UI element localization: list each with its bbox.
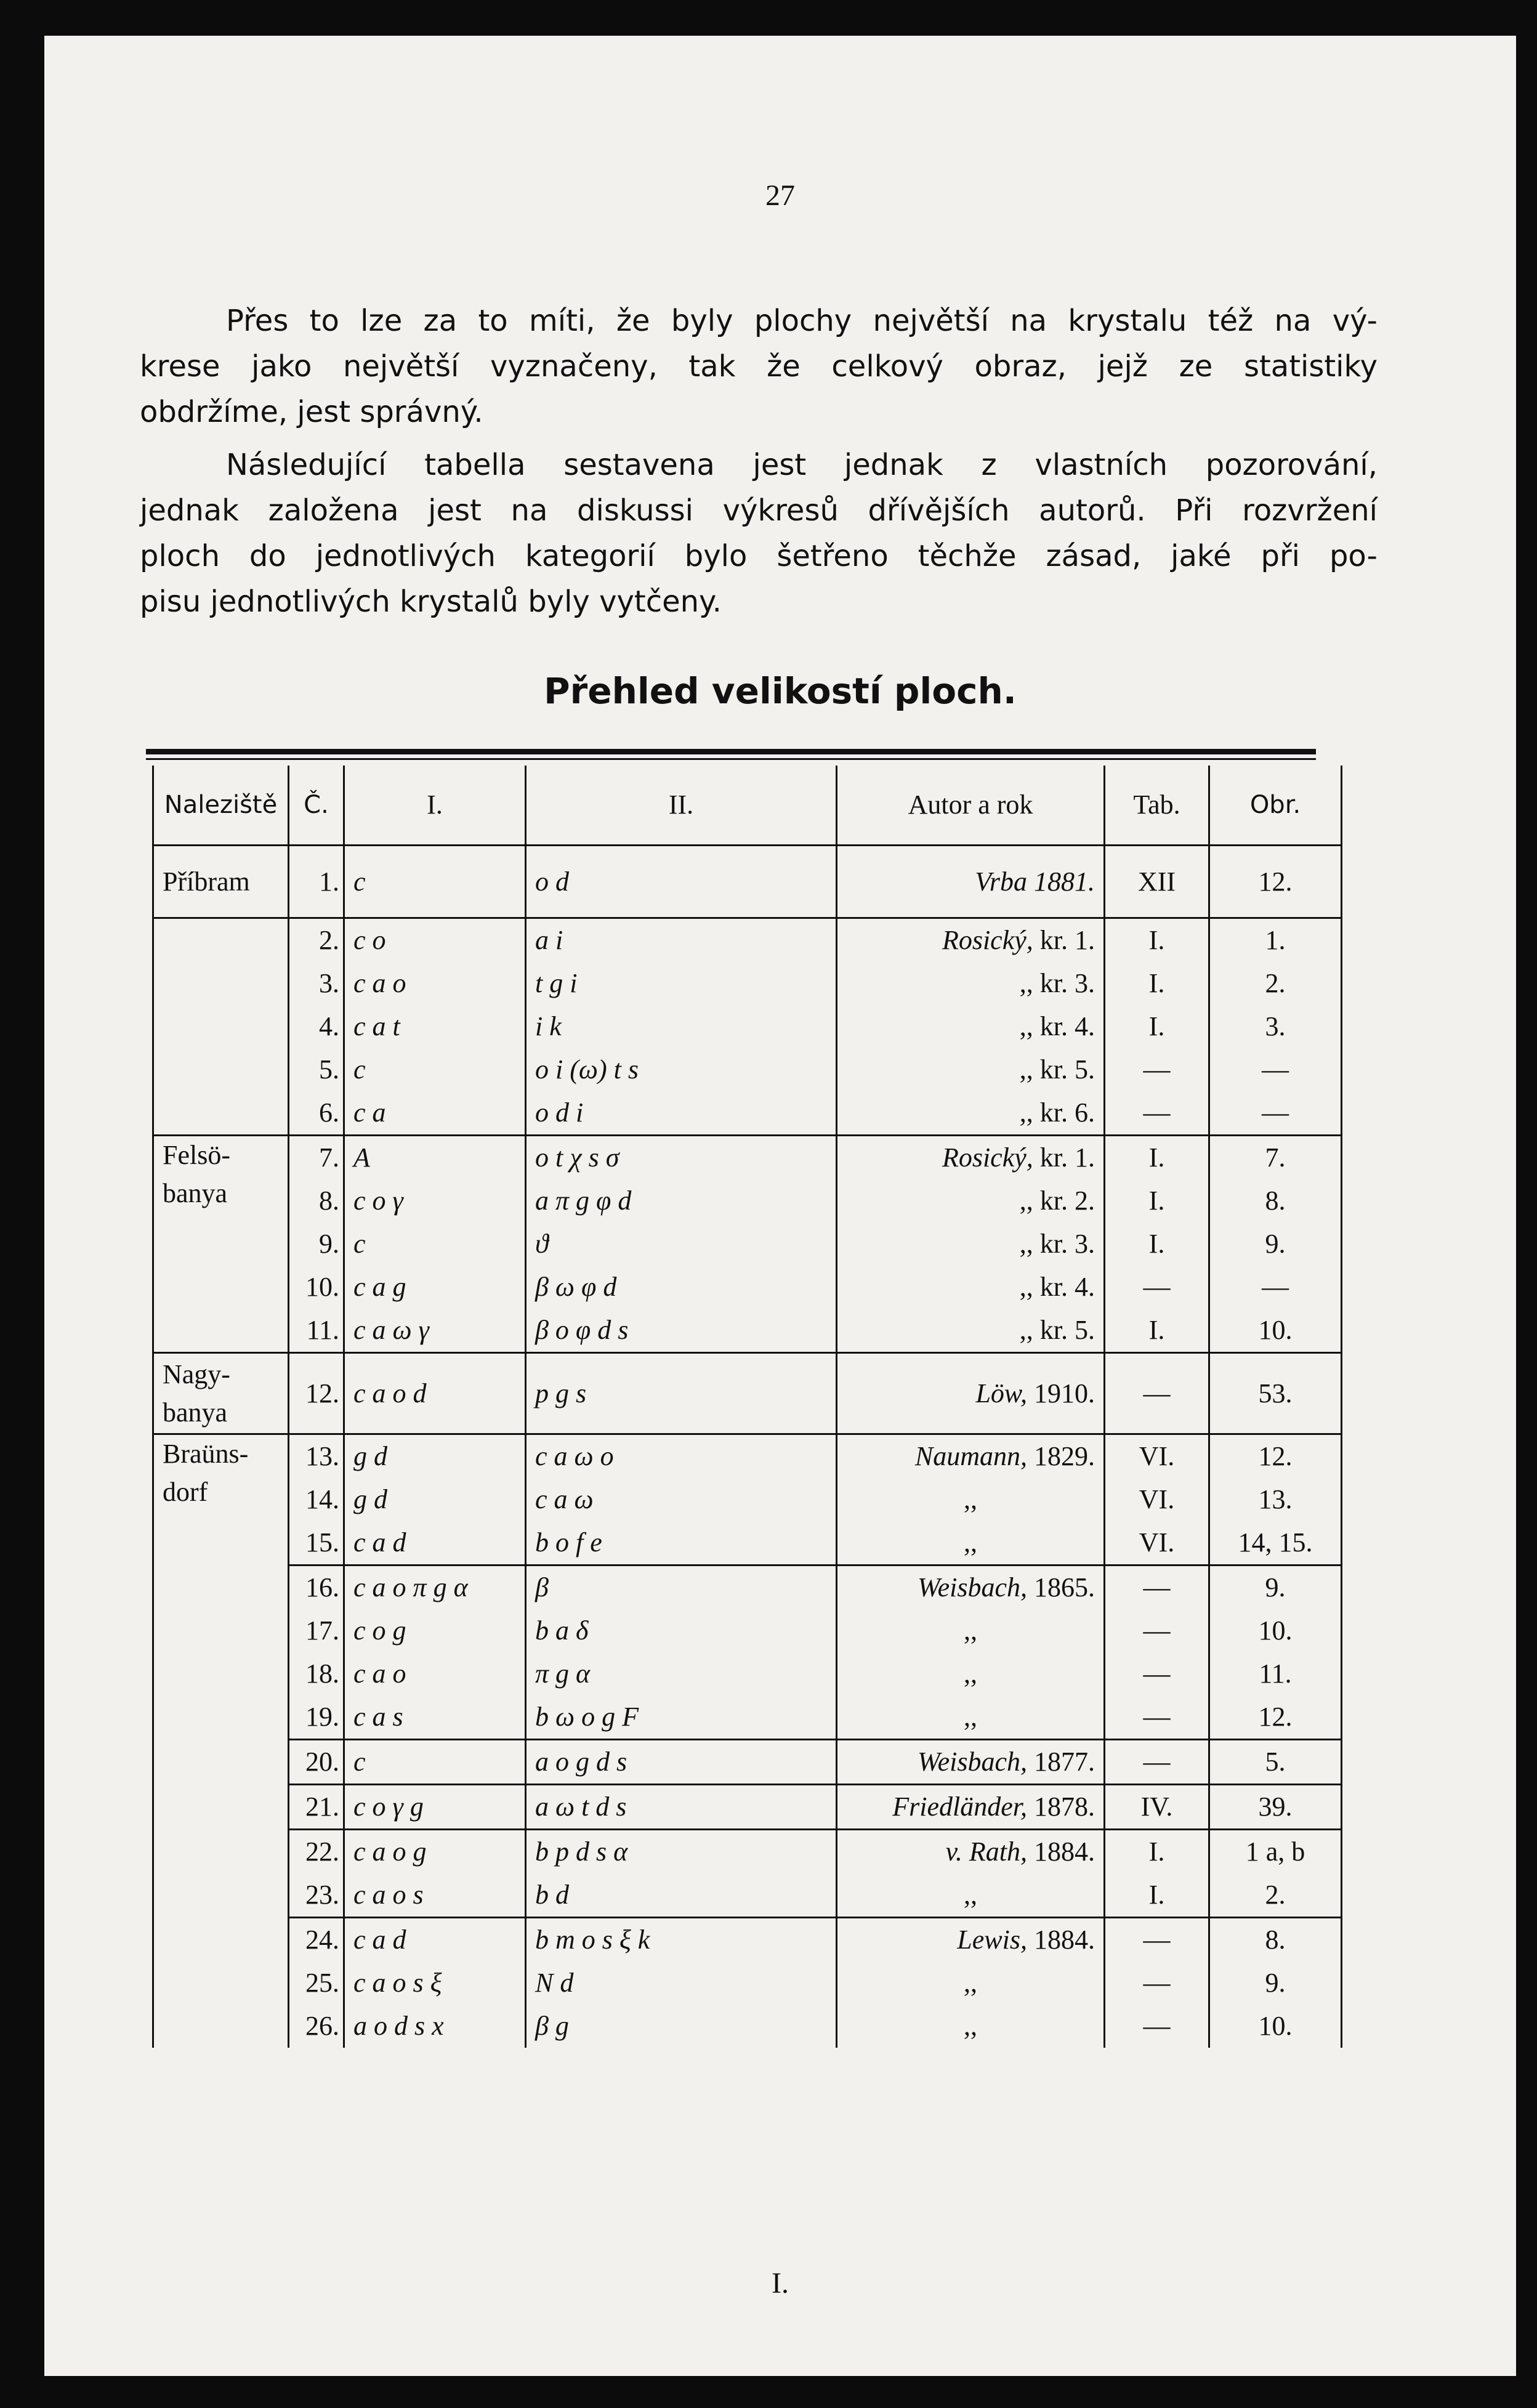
row-number: 11.	[289, 1309, 344, 1353]
table-row	[153, 1521, 1342, 1566]
author-year: Löw, 1910.	[837, 1353, 1105, 1434]
col-i-faces: A	[344, 1136, 526, 1180]
col-i-faces: c a o	[344, 1652, 526, 1695]
tab-value: —	[1105, 1266, 1209, 1309]
locality-cell	[153, 918, 289, 1136]
table-row	[153, 1740, 1342, 1785]
col-ii-faces: i k	[526, 1005, 837, 1048]
author-year: ,,	[837, 1962, 1105, 2005]
obr-value: 2.	[1209, 1873, 1342, 1918]
surface-size-table	[152, 766, 1342, 2048]
col-i-faces: c a g	[344, 1266, 526, 1309]
col-ii-faces: β o φ d s	[526, 1309, 837, 1353]
author-year: ,,	[837, 1609, 1105, 1652]
author-year: ,, kr. 3.	[837, 962, 1105, 1005]
table-row	[153, 2005, 1342, 2048]
tab-value: I.	[1105, 1005, 1209, 1048]
col-ii-faces: β ω φ d	[526, 1266, 837, 1309]
author-year: ,, kr. 2.	[837, 1179, 1105, 1222]
col-i-faces: c a o s ξ	[344, 1962, 526, 2005]
locality-name: Nagy-	[163, 1359, 230, 1389]
row-number: 1.	[289, 846, 344, 918]
col-ii-faces: a π g φ d	[526, 1179, 837, 1222]
author-year: ,, kr. 3.	[837, 1222, 1105, 1266]
tab-value: I.	[1105, 962, 1209, 1005]
table-row	[153, 1830, 1342, 1874]
table-row	[153, 1353, 1342, 1434]
obr-value: —	[1209, 1091, 1342, 1136]
row-number: 25.	[289, 1962, 344, 2005]
top-rule-thin	[146, 758, 1316, 760]
table-row	[153, 1222, 1342, 1266]
col-ii-faces: c a ω o	[526, 1434, 837, 1479]
page	[44, 36, 1516, 2376]
col-i-faces: c a s	[344, 1695, 526, 1740]
tab-value: —	[1105, 1652, 1209, 1695]
header-author-year: Autor a rok	[837, 766, 1105, 846]
author-year: ,, kr. 5.	[837, 1048, 1105, 1091]
row-number: 26.	[289, 2005, 344, 2048]
col-ii-faces: c a ω	[526, 1478, 837, 1521]
row-number: 5.	[289, 1048, 344, 1091]
locality-name: Příbram	[163, 866, 250, 897]
tab-value: I.	[1105, 1830, 1209, 1874]
table-row	[153, 1873, 1342, 1918]
table-row	[153, 1091, 1342, 1136]
table-row	[153, 1048, 1342, 1091]
author-year: Weisbach, 1877.	[837, 1740, 1105, 1785]
col-i-faces: c a t	[344, 1005, 526, 1048]
col-i-faces: c	[344, 846, 526, 918]
col-ii-faces: b p d s α	[526, 1830, 837, 1874]
paragraph-line: Následující tabella sestavena jest jednak z vlastních pozorování,	[226, 448, 1378, 482]
row-number: 2.	[289, 918, 344, 963]
tab-value: I.	[1105, 1873, 1209, 1918]
col-ii-faces: β g	[526, 2005, 837, 2048]
row-number: 12.	[289, 1353, 344, 1434]
author-year: ,, kr. 4.	[837, 1266, 1105, 1309]
paragraph-line: pisu jednotlivých krystalů byly vytčeny.	[140, 584, 722, 619]
tab-value: —	[1105, 1048, 1209, 1091]
obr-value: 9.	[1209, 1566, 1342, 1610]
col-i-faces: c	[344, 1048, 526, 1091]
row-number: 13.	[289, 1434, 344, 1479]
obr-value: 14, 15.	[1209, 1521, 1342, 1566]
locality-cell	[153, 846, 289, 918]
row-number: 18.	[289, 1652, 344, 1695]
paragraph-line: jednak založena jest na diskussi výkresů dřívějších autorů. Při rozvržení	[140, 493, 1378, 528]
row-number: 7.	[289, 1136, 344, 1180]
author-year: ,,	[837, 1695, 1105, 1740]
locality-cell	[153, 1136, 289, 1353]
row-number: 21.	[289, 1785, 344, 1830]
paragraph-line: krese jako největší vyznačeny, tak že celkový obraz, jejž ze statistiky	[140, 349, 1378, 384]
col-i-faces: c	[344, 1740, 526, 1785]
col-ii-faces: b ω o g F	[526, 1695, 837, 1740]
tab-value: I.	[1105, 1222, 1209, 1266]
col-ii-faces: t g i	[526, 962, 837, 1005]
table-row	[153, 1918, 1342, 1962]
col-i-faces: c a o g	[344, 1830, 526, 1874]
table-row	[153, 1652, 1342, 1695]
row-number: 19.	[289, 1695, 344, 1740]
author-year: Rosický, kr. 1.	[837, 918, 1105, 963]
row-number: 20.	[289, 1740, 344, 1785]
row-number: 4.	[289, 1005, 344, 1048]
tab-value: I.	[1105, 1309, 1209, 1353]
paragraph-line: Přes to lze za to míti, že byly plochy největší na krystalu též na vý-	[226, 304, 1378, 338]
row-number: 14.	[289, 1478, 344, 1521]
col-ii-faces: a i	[526, 918, 837, 963]
obr-value: —	[1209, 1048, 1342, 1091]
author-year: ,,	[837, 1873, 1105, 1918]
table-container	[152, 766, 1341, 2048]
tab-value: —	[1105, 1740, 1209, 1785]
col-ii-faces: o d i	[526, 1091, 837, 1136]
obr-value: 12.	[1209, 846, 1342, 918]
row-number: 10.	[289, 1266, 344, 1309]
tab-value: IV.	[1105, 1785, 1209, 1830]
row-number: 24.	[289, 1918, 344, 1962]
col-ii-faces: o i (ω) t s	[526, 1048, 837, 1091]
col-i-faces: g d	[344, 1434, 526, 1479]
paragraph-1	[140, 298, 1378, 435]
author-year: ,,	[837, 2005, 1105, 2048]
author-year: v. Rath, 1884.	[837, 1830, 1105, 1874]
col-i-faces: c a	[344, 1091, 526, 1136]
obr-value: 1.	[1209, 918, 1342, 963]
row-number: 16.	[289, 1566, 344, 1610]
tab-value: I.	[1105, 918, 1209, 963]
locality-name: banya	[163, 1397, 228, 1428]
col-i-faces: c o γ	[344, 1179, 526, 1222]
col-ii-faces: o d	[526, 846, 837, 918]
author-year: Lewis, 1884.	[837, 1918, 1105, 1962]
locality-name: Felsö-	[163, 1140, 230, 1170]
table-row	[153, 1962, 1342, 2005]
col-i-faces: c a d	[344, 1521, 526, 1566]
obr-value: 12.	[1209, 1434, 1342, 1479]
obr-value: 10.	[1209, 1309, 1342, 1353]
row-number: 15.	[289, 1521, 344, 1566]
col-ii-faces: b m o s ξ k	[526, 1918, 837, 1962]
obr-value: 11.	[1209, 1652, 1342, 1695]
table-row	[153, 1179, 1342, 1222]
table-row	[153, 846, 1342, 918]
locality-name: banya	[163, 1178, 228, 1208]
col-i-faces: c o g	[344, 1609, 526, 1652]
obr-value: 12.	[1209, 1695, 1342, 1740]
author-year: Weisbach, 1865.	[837, 1566, 1105, 1610]
author-year: ,, kr. 6.	[837, 1091, 1105, 1136]
col-i-faces: c o	[344, 918, 526, 963]
obr-value: 39.	[1209, 1785, 1342, 1830]
tab-value: VI.	[1105, 1478, 1209, 1521]
obr-value: 9.	[1209, 1962, 1342, 2005]
tab-value: I.	[1105, 1136, 1209, 1180]
table-row	[153, 1136, 1342, 1180]
table-row	[153, 962, 1342, 1005]
table-row	[153, 1566, 1342, 1610]
table-row	[153, 1266, 1342, 1309]
tab-value: I.	[1105, 1179, 1209, 1222]
col-ii-faces: β	[526, 1566, 837, 1610]
row-number: 3.	[289, 962, 344, 1005]
header-number: Č.	[289, 766, 344, 846]
header-obr: Obr.	[1209, 766, 1342, 846]
author-year: ,, kr. 4.	[837, 1005, 1105, 1048]
obr-value: 2.	[1209, 962, 1342, 1005]
tab-value: XII	[1105, 846, 1209, 918]
obr-value: 3.	[1209, 1005, 1342, 1048]
table-row	[153, 1785, 1342, 1830]
locality-cell	[153, 1353, 289, 1434]
obr-value: 13.	[1209, 1478, 1342, 1521]
col-ii-faces: ϑ	[526, 1222, 837, 1266]
col-i-faces: c o γ g	[344, 1785, 526, 1830]
table-header-row	[153, 766, 1342, 846]
tab-value: VI.	[1105, 1434, 1209, 1479]
locality-name: dorf	[163, 1477, 208, 1507]
col-ii-faces: N d	[526, 1962, 837, 2005]
col-i-faces: c a o π g α	[344, 1566, 526, 1610]
tab-value: —	[1105, 1918, 1209, 1962]
col-ii-faces: b o f e	[526, 1521, 837, 1566]
table-row	[153, 1434, 1342, 1479]
col-ii-faces: b a δ	[526, 1609, 837, 1652]
author-year: ,,	[837, 1521, 1105, 1566]
table-row	[153, 918, 1342, 963]
col-i-faces: a o d s x	[344, 2005, 526, 2048]
tab-value: VI.	[1105, 1521, 1209, 1566]
author-year: ,,	[837, 1652, 1105, 1695]
table-row	[153, 1695, 1342, 1740]
col-ii-faces: p g s	[526, 1353, 837, 1434]
tab-value: —	[1105, 1353, 1209, 1434]
table-row	[153, 1005, 1342, 1048]
tab-value: —	[1105, 2005, 1209, 2048]
obr-value: 8.	[1209, 1179, 1342, 1222]
col-i-faces: c a o s	[344, 1873, 526, 1918]
author-year: ,, kr. 5.	[837, 1309, 1105, 1353]
footer-signature-mark: I.	[772, 2267, 789, 2300]
author-year: ,,	[837, 1478, 1105, 1521]
tab-value: —	[1105, 1962, 1209, 2005]
col-ii-faces: a o g d s	[526, 1740, 837, 1785]
obr-value: 9.	[1209, 1222, 1342, 1266]
col-ii-faces: π g α	[526, 1652, 837, 1695]
author-year: Naumann, 1829.	[837, 1434, 1105, 1479]
row-number: 6.	[289, 1091, 344, 1136]
obr-value: 1 a, b	[1209, 1830, 1342, 1874]
row-number: 23.	[289, 1873, 344, 1918]
obr-value: 10.	[1209, 2005, 1342, 2048]
locality-cell	[153, 1434, 289, 2048]
locality-name: Braüns-	[163, 1439, 249, 1469]
tab-value: —	[1105, 1695, 1209, 1740]
row-number: 22.	[289, 1830, 344, 1874]
table-row	[153, 1478, 1342, 1521]
obr-value: 5.	[1209, 1740, 1342, 1785]
obr-value: —	[1209, 1266, 1342, 1309]
row-number: 8.	[289, 1179, 344, 1222]
obr-value: 7.	[1209, 1136, 1342, 1180]
col-i-faces: c a o d	[344, 1353, 526, 1434]
table-row	[153, 1309, 1342, 1353]
row-number: 9.	[289, 1222, 344, 1266]
col-ii-faces: o t χ s σ	[526, 1136, 837, 1180]
header-col-ii: II.	[526, 766, 837, 846]
top-rule-thick	[146, 749, 1316, 754]
col-ii-faces: b d	[526, 1873, 837, 1918]
obr-value: 10.	[1209, 1609, 1342, 1652]
col-i-faces: c a o	[344, 962, 526, 1005]
table-row	[153, 1609, 1342, 1652]
header-tab: Tab.	[1105, 766, 1209, 846]
paragraph-2	[140, 442, 1378, 624]
obr-value: 53.	[1209, 1353, 1342, 1434]
header-locality: Naleziště	[153, 766, 289, 846]
tab-value: —	[1105, 1609, 1209, 1652]
row-number: 17.	[289, 1609, 344, 1652]
paragraph-line: obdržíme, jest správný.	[140, 395, 483, 429]
col-i-faces: c a d	[344, 1918, 526, 1962]
col-i-faces: c a ω γ	[344, 1309, 526, 1353]
author-year: Friedländer, 1878.	[837, 1785, 1105, 1830]
header-col-i: I.	[344, 766, 526, 846]
table-title: Přehled velikostí ploch.	[544, 670, 1017, 712]
tab-value: —	[1105, 1566, 1209, 1610]
tab-value: —	[1105, 1091, 1209, 1136]
col-i-faces: c	[344, 1222, 526, 1266]
col-ii-faces: a ω t d s	[526, 1785, 837, 1830]
paragraph-line: ploch do jednotlivých kategorií bylo šetřeno těchže zásad, jaké při po-	[140, 539, 1378, 573]
author-year: Vrba 1881.	[837, 846, 1105, 918]
table-body	[153, 846, 1342, 2048]
col-i-faces: g d	[344, 1478, 526, 1521]
obr-value: 8.	[1209, 1918, 1342, 1962]
author-year: Rosický, kr. 1.	[837, 1136, 1105, 1180]
page-number: 27	[765, 179, 795, 212]
